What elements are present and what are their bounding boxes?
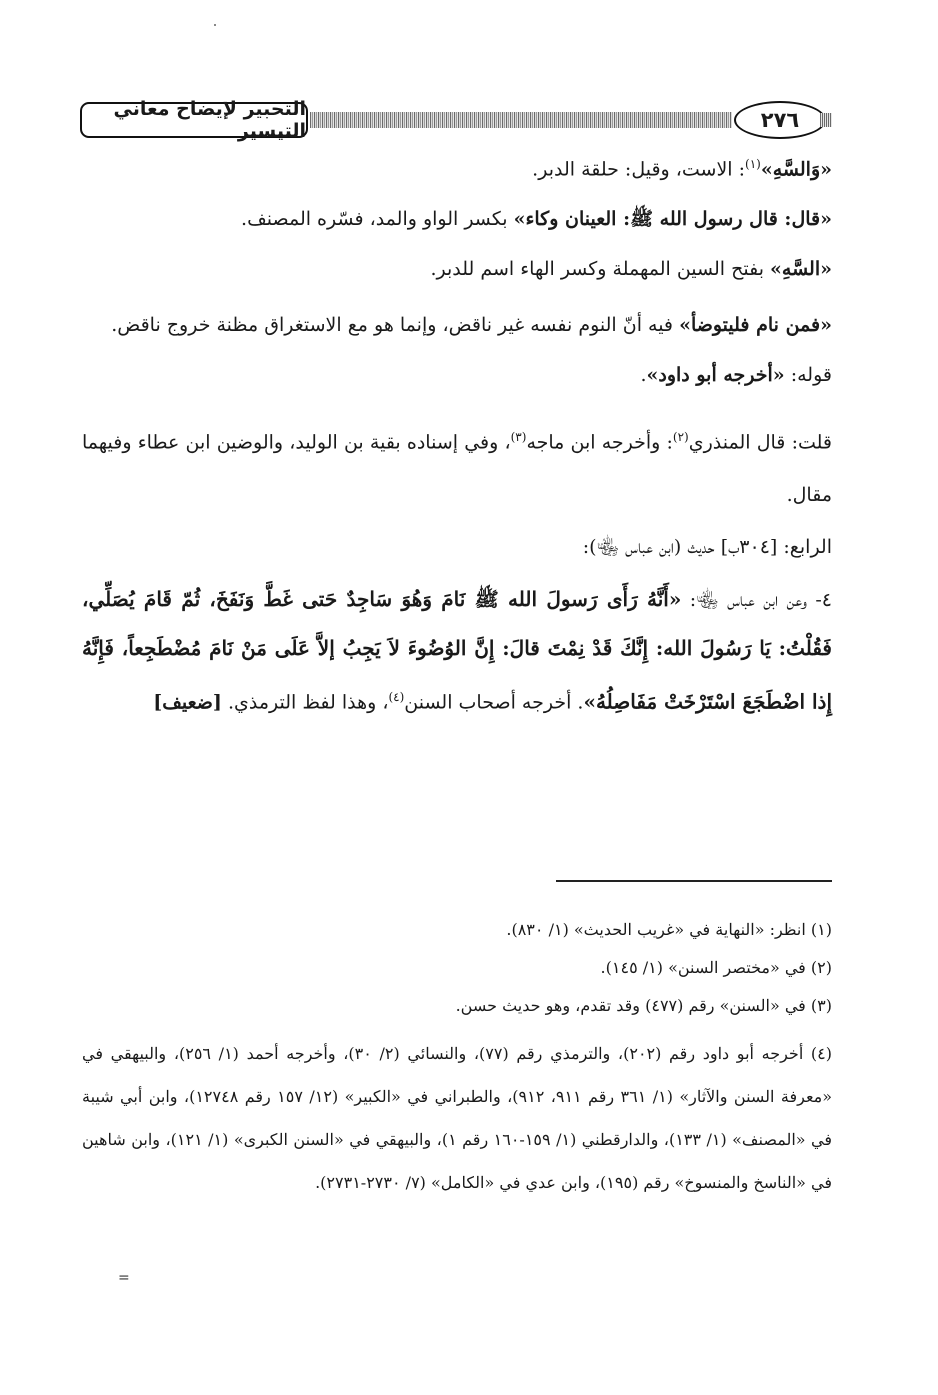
footnote-2: (٢) في «مختصر السنن» (١/ ١٤٥).	[600, 958, 832, 977]
paragraph-1	[82, 148, 832, 185]
term: «وَالسَّهِ»	[760, 158, 832, 181]
paragraph-3	[82, 253, 832, 285]
header-ornament-band	[310, 112, 732, 128]
text: قوله:	[784, 364, 832, 387]
quote: «أخرجه أبو داود»	[646, 364, 785, 387]
text: ٤- وعن ابن عباس ﵄:	[681, 588, 833, 611]
section-heading: الرابع: [٣٠٤ب] حديث (ابن عباس ﵄):	[582, 535, 832, 558]
text: ، وهذا لفظ الترمذي.	[227, 690, 389, 713]
quote: «فمن نام فليتوضأ»	[679, 314, 832, 337]
hadith-grade: [ضعيف]	[153, 690, 222, 713]
text: فيه أنّ النوم نفسه غير ناقض، وإنما هو مع الاستغراق مظنة خروج ناقض.	[111, 314, 680, 337]
main-text	[82, 148, 832, 726]
text: بكسر الواو والمد، فسّره المصنف.	[241, 208, 514, 231]
paragraph-6	[82, 411, 832, 520]
footnote-separator	[556, 880, 832, 882]
scan-speck	[214, 24, 216, 26]
paragraph-8	[82, 575, 832, 726]
quote: «قال: قال رسول الله ﷺ: العينان وكاء»	[513, 208, 832, 231]
hadith-text: «أَنَّهُ رَأَى رَسولَ الله ﷺ نَامَ وَهُوَ سَاجِدٌ حَتى غَطَّ وَنَفَخَ، ثُمّ قَامَ يُصَلِّي، فَقُلْتُ: يَا رَسُولَ الله: إِنَّكَ قَدْ نِمْتَ قالَ: إِنَّ الوُضُوءَ لاَ يَجِبُ إلاَّ عَلَى مَنْ نَامَ مُضْطَجِعاً، فَإِنَّهُ إِذا اضْطَجَعَ اسْتَرْخَتْ مَفَاصِلُهُ»	[82, 586, 832, 713]
text: : وأخرجه ابن ماجه	[526, 431, 673, 454]
margin-mark: =	[118, 1270, 130, 1286]
paragraph-5	[82, 359, 832, 391]
term: «السَّهِ»	[770, 258, 832, 281]
text: بفتح السين المهملة وكسر الهاء اسم للدبر.	[430, 258, 771, 281]
text: . أخرجه أصحاب السنن	[404, 690, 584, 713]
footnote-ref: (٢)	[672, 430, 689, 445]
text: قلت: قال المنذري	[688, 431, 832, 454]
footnote-ref: (٤)	[388, 689, 405, 704]
page-number: ٢٧٦	[734, 101, 826, 139]
book-title: التحبير لإيضاح معاني التيسير	[80, 102, 308, 138]
footnote-ref: (٣)	[510, 430, 527, 445]
footnote-1: (١) انظر: «النهاية في «غريب الحديث» (١/ ٨٣٠).	[506, 920, 832, 939]
text: .	[640, 364, 647, 387]
footnotes	[82, 914, 832, 1204]
footnote-ref: (١)	[745, 157, 761, 171]
paragraph-2	[82, 203, 832, 235]
page-header	[80, 100, 832, 146]
footnote-4: (٤) أخرجه أبو داود رقم (٢٠٢)، والترمذي رقم (٧٧)، والنسائي (٢/ ٣٠)، وأخرجه أحمد (١/ ٢٥٦)، والبيهقي في «معرفة السنن والآثار» (١/ ٣٦١ رقم ٩١١، ٩١٢)، والطبراني في «الكبير» (١٢/ ١٥٧ رقم ١٢٧٤٨)، وابن أبي شيبة في «المصنف» (١/ ١٣٣)، والدارقطني (١/ ١٥٩-١٦٠ رقم ١)، والبيهقي في «السنن الكبرى» (١/ ١٢١)، وابن شاهين في «الناسخ والمنسوخ» رقم (١٩٥)، وابن عدي في «الكامل» (٧/ ٢٧٣٠-٢٧٣١).	[82, 1044, 833, 1192]
text: : الاست، وقيل: حلقة الدبر.	[532, 158, 746, 181]
text: ، وفي إسناده بقية بن الوليد، والوضين ابن عطاء وفيهما مقال.	[82, 431, 832, 506]
paragraph-4	[82, 303, 832, 347]
header-ornament-tail	[820, 113, 832, 127]
footnote-3: (٣) في «السنن» رقم (٤٧٧) وقد تقدم، وهو حديث حسن.	[455, 996, 832, 1015]
